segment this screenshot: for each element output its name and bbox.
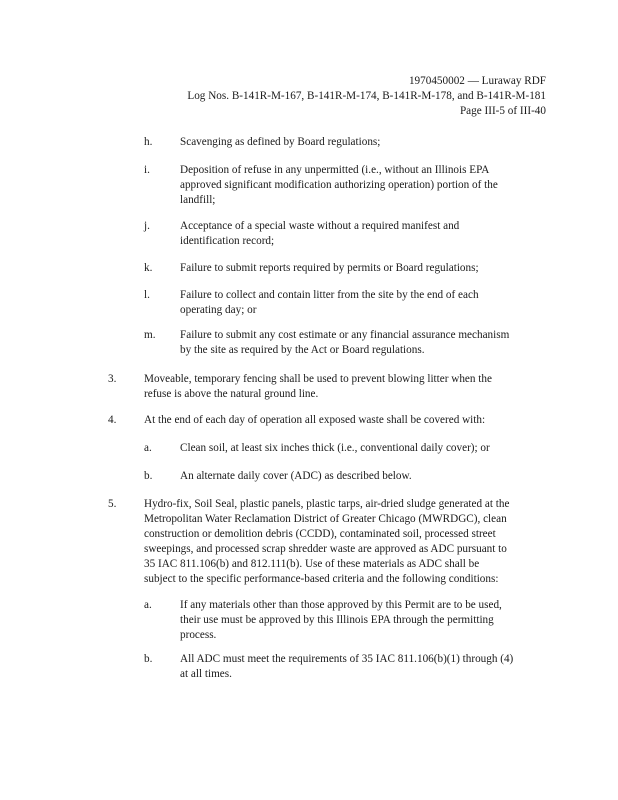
text-line: Hydro-fix, Soil Seal, plastic panels, plastic tarps, air-dried sludge generated at the bbox=[144, 498, 510, 510]
text-line: subject to the specific performance-based criteria and the following conditions: bbox=[144, 573, 499, 585]
text-line: construction or demolition debris (CCDD), contaminated soil, processed street bbox=[144, 528, 496, 540]
item-text bbox=[180, 441, 490, 456]
text-line: at all times. bbox=[180, 668, 232, 680]
item-text bbox=[180, 135, 380, 150]
text-line: identification record; bbox=[180, 235, 275, 247]
item-text bbox=[180, 261, 479, 276]
text-line: Moveable, temporary fencing shall be used to prevent blowing litter when the bbox=[144, 373, 492, 385]
text-line: 35 IAC 811.106(b) and 812.111(b). Use of these materials as ADC shall be bbox=[144, 558, 480, 570]
item-label: i. bbox=[144, 164, 150, 176]
item-label: a. bbox=[144, 442, 152, 454]
text-line: landfill; bbox=[180, 194, 216, 206]
text-line: At the end of each day of operation all exposed waste shall be covered with: bbox=[144, 414, 486, 426]
text-line: Scavenging as defined by Board regulations; bbox=[180, 136, 381, 148]
text-line: operating day; or bbox=[180, 304, 257, 316]
text-line: An alternate daily cover (ADC) as described below. bbox=[180, 470, 412, 482]
item-label: m. bbox=[144, 329, 156, 341]
item-text bbox=[144, 372, 492, 402]
item-label: 4. bbox=[108, 414, 117, 426]
text-line: If any materials other than those approved by this Permit are to be used, bbox=[180, 599, 502, 611]
item-label: j. bbox=[144, 220, 150, 232]
item-label: 5. bbox=[108, 498, 117, 510]
item-text bbox=[144, 497, 509, 587]
text-line: sweepings, and processed scrap shredder waste are approved as ADC pursuant to bbox=[144, 543, 507, 555]
text-line: All ADC must meet the requirements of 35 IAC 811.106(b)(1) through (4) bbox=[180, 653, 514, 665]
header-document-id: 1970450002 — Luraway RDF bbox=[408, 75, 546, 87]
text-line: Failure to collect and contain litter from the site by the end of each bbox=[180, 289, 479, 301]
item-text bbox=[180, 598, 502, 643]
text-line: Metropolitan Water Reclamation District of Greater Chicago (MWRDGC), clean bbox=[144, 513, 507, 525]
text-line: approved significant modification authorizing operation) portion of the bbox=[180, 179, 498, 191]
text-line: their use must be approved by this Illinois EPA through the permitting bbox=[180, 614, 494, 626]
item-text bbox=[180, 469, 412, 484]
text-line: Failure to submit any cost estimate or any financial assurance mechanism bbox=[180, 329, 510, 341]
text-line: Deposition of refuse in any unpermitted (i.e., without an Illinois EPA bbox=[180, 164, 490, 176]
text-line: Failure to submit reports required by permits or Board regulations; bbox=[180, 262, 479, 274]
item-label: b. bbox=[144, 653, 153, 665]
text-line: Acceptance of a special waste without a required manifest and bbox=[180, 220, 460, 232]
item-label: h. bbox=[144, 136, 153, 148]
item-text bbox=[144, 413, 485, 428]
item-label: l. bbox=[144, 289, 150, 301]
item-text bbox=[180, 219, 459, 249]
item-label: a. bbox=[144, 599, 152, 611]
page-header bbox=[187, 74, 546, 119]
item-label: 3. bbox=[108, 373, 117, 385]
text-line: process. bbox=[180, 629, 217, 641]
text-line: by the site as required by the Act or Board regulations. bbox=[180, 344, 425, 356]
item-text bbox=[180, 652, 513, 682]
item-text bbox=[180, 163, 498, 208]
item-label: b. bbox=[144, 470, 153, 482]
text-line: refuse is above the natural ground line. bbox=[144, 388, 319, 400]
text-line: Clean soil, at least six inches thick (i.e., conventional daily cover); or bbox=[180, 442, 490, 454]
item-text bbox=[180, 288, 479, 318]
item-text bbox=[180, 328, 509, 358]
header-log-numbers: Log Nos. B-141R-M-167, B-141R-M-174, B-141R-M-178, and B-141R-M-181 bbox=[187, 90, 546, 102]
item-label: k. bbox=[144, 262, 153, 274]
header-page-number: Page III-5 of III-40 bbox=[459, 105, 546, 117]
